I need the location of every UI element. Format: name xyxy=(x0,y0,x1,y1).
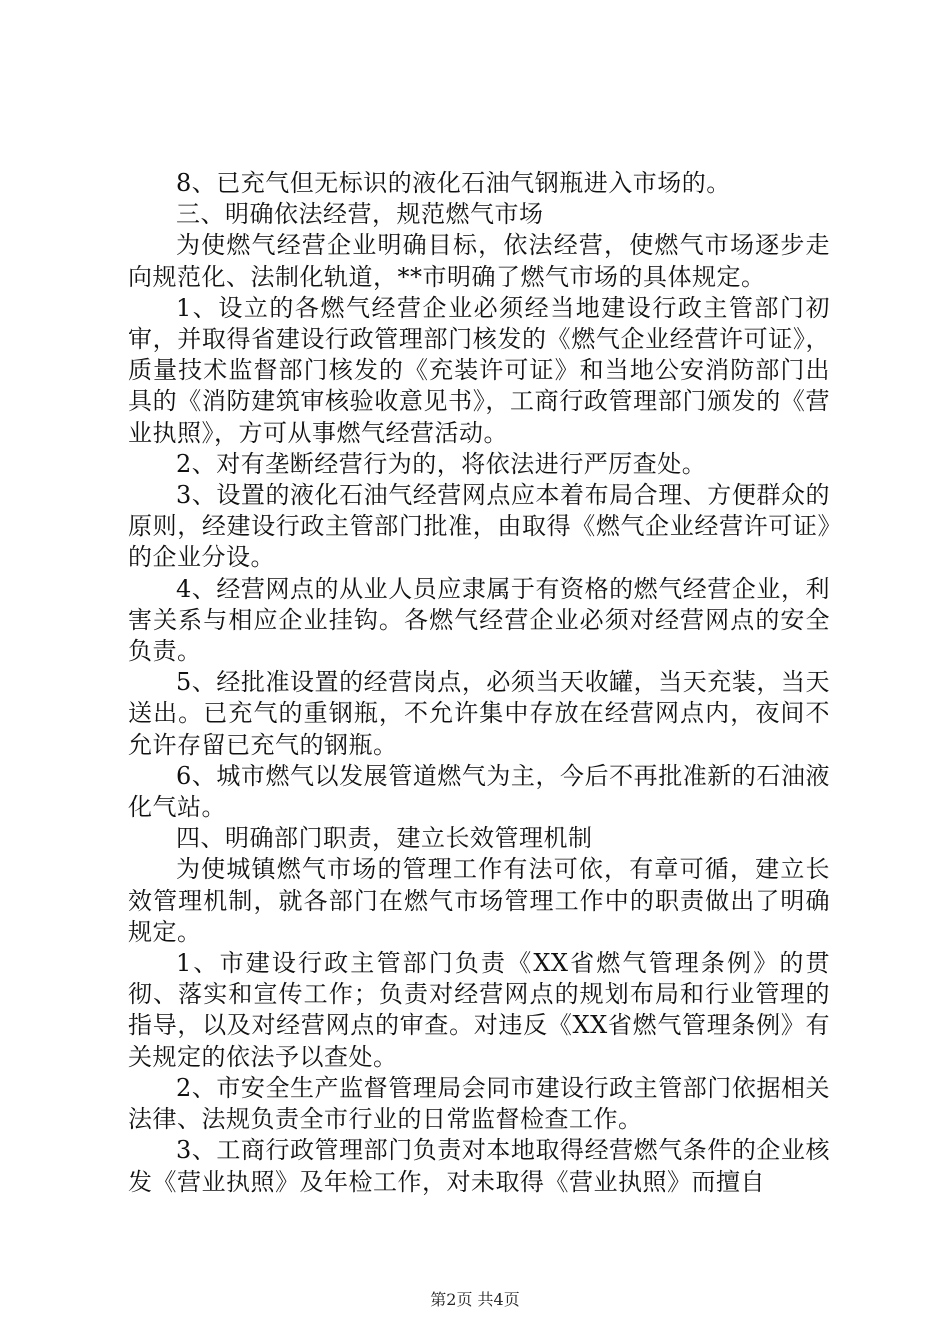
list-item-1b: 1、市建设行政主管部门负责《XX省燃气管理条例》的贯彻、落实和宣传工作；负责对经营网点的规划布局和行业管理的指导，以及对经营网点的审查。对违反《XX省燃气管理条例》有关规定的依法予以查处。 xyxy=(128,949,830,1071)
section-heading-3: 三、明确依法经营，规范燃气市场 xyxy=(176,200,544,229)
list-item-4: 4、经营网点的从业人员应隶属于有资格的燃气经营企业，利害关系与相应企业挂钩。各燃气经营企业必须对经营网点的安全负责。 xyxy=(128,574,830,666)
list-item-2b: 2、市安全生产监督管理局会同市建设行政主管部门依据相关法律、法规负责全市行业的日常监督检查工作。 xyxy=(128,1073,830,1134)
list-item-2: 2、对有垄断经营行为的，将依法进行严厉查处。 xyxy=(176,449,707,478)
page-number-footer: 第2页 共4页 xyxy=(430,1290,520,1309)
list-item-6: 6、城市燃气以发展管道燃气为主，今后不再批准新的石油液化气站。 xyxy=(128,761,830,822)
paragraph-intro-3: 为使燃气经营企业明确目标，依法经营，使燃气市场逐步走向规范化、法制化轨道，**市明确了燃气市场的具体规定。 xyxy=(128,231,830,291)
list-item-1: 1、设立的各燃气经营企业必须经当地建设行政主管部门初审，并取得省建设行政管理部门核发的《燃气企业经营许可证》，质量技术监督部门核发的《充装许可证》和当地公安消防部门出具的《消防建筑审核验收意见书》，工商行政管理部门颁发的《营业执照》，方可从事燃气经营活动。 xyxy=(128,293,830,447)
list-item-8: 8、已充气但无标识的液化石油气钢瓶进入市场的。 xyxy=(176,169,731,197)
list-item-3b: 3、工商行政管理部门负责对本地取得经营燃气条件的企业核发《营业执照》及年检工作，对未取得《营业执照》而擅自 xyxy=(128,1136,830,1196)
document-body xyxy=(128,168,830,1198)
list-item-3: 3、设置的液化石油气经营网点应本着布局合理、方便群众的原则，经建设行政主管部门批准，由取得《燃气企业经营许可证》的企业分设。 xyxy=(128,481,830,572)
paragraph-intro-4: 为使城镇燃气市场的管理工作有法可依，有章可循，建立长效管理机制，就各部门在燃气市场管理工作中的职责做出了明确规定。 xyxy=(128,855,830,946)
list-item-5: 5、经批准设置的经营岗点，必须当天收罐，当天充装，当天送出。已充气的重钢瓶，不允许集中存放在经营网点内，夜间不允许存留已充气的钢瓶。 xyxy=(128,668,830,759)
section-heading-4: 四、明确部门职责，建立长效管理机制 xyxy=(176,824,593,853)
